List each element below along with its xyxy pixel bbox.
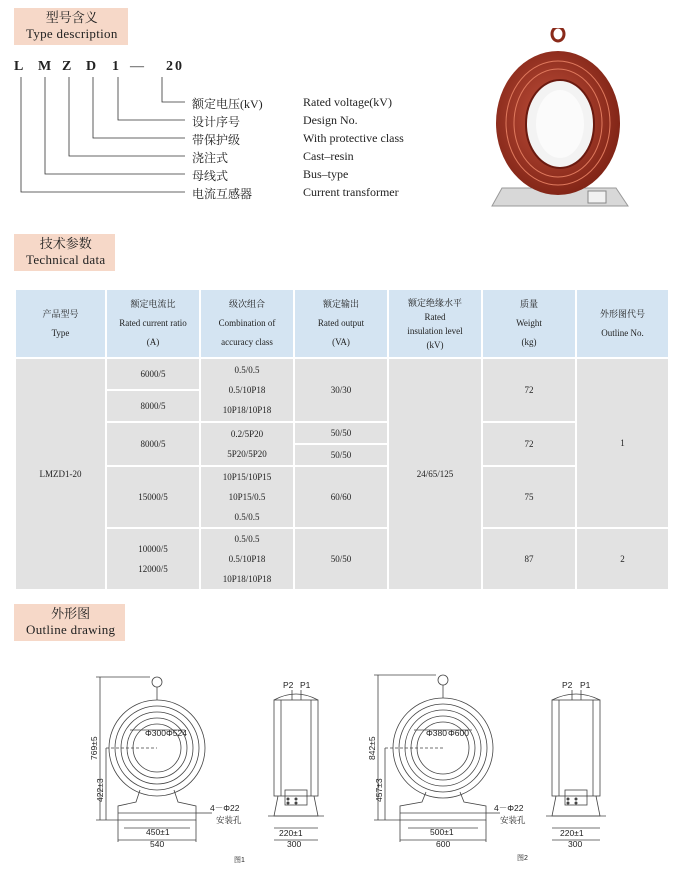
legend-en: Bus–type (303, 167, 349, 181)
code-letter: Z (62, 59, 74, 74)
cell-outline: 2 (577, 529, 668, 589)
fig1-outer-diameter: Φ524 (166, 728, 187, 738)
product-photo (488, 28, 638, 228)
header-type: 产品型号 Type (16, 290, 105, 357)
cell-accuracy: 0.2/5P20 5P20/5P20 (201, 423, 293, 465)
fig2-center-height: 457±3 (374, 778, 384, 802)
header-ratio: 额定电流比 Rated current ratio (A) (107, 290, 199, 357)
table-row (16, 423, 668, 443)
cell-outline: 1 (577, 359, 668, 527)
fig2-caption: 图2 (517, 855, 528, 862)
fig2-side-width: 300 (568, 839, 583, 849)
legend-zh: 电流互感器 (192, 187, 253, 201)
outline-section-title (14, 604, 125, 641)
cell-weight: 72 (483, 423, 575, 465)
cell-output: 50/50 (295, 529, 387, 589)
fig1-side-base: 220±1 (279, 828, 303, 838)
type-title-zh: 型号含义 (45, 10, 98, 25)
fig2-height: 842±5 (367, 736, 377, 760)
fig2-holes-label: 安装孔 (500, 815, 526, 825)
cell-accuracy: 10P15/10P15 10P15/0.5 0.5/0.5 (201, 467, 293, 527)
cell-ratio: 6000/5 (107, 359, 199, 389)
cell-ratio: 8000/5 (107, 423, 199, 465)
fig1-p2: P2 (283, 680, 294, 690)
code-letter: D (86, 59, 99, 74)
cell-weight: 72 (483, 359, 575, 421)
fig2-inner-diameter: Φ380 (426, 728, 447, 738)
fig1-p1: P1 (300, 680, 311, 690)
legend-en: Design No. (303, 113, 358, 127)
cell-output: 50/50 (295, 423, 387, 443)
fig1-center-height: 422±3 (95, 778, 105, 802)
fig1-holes-label: 安装孔 (216, 815, 242, 825)
fig2-holes: 4－Φ22 (494, 803, 524, 813)
outline-title-zh: 外形图 (51, 606, 91, 621)
code-letter: 1 (112, 59, 121, 74)
fig2-p2: P2 (562, 680, 573, 690)
header-output: 额定输出 Rated output (VA) (295, 290, 387, 357)
cell-ratio: 10000/5 12000/5 (107, 529, 199, 589)
fig1-inner-diameter: Φ300 (145, 728, 166, 738)
cell-ratio: 15000/5 (107, 467, 199, 527)
legend-zh: 浇注式 (192, 151, 229, 165)
fig2-p1: P1 (580, 680, 591, 690)
legend-zh: 额定电压(kV) (192, 97, 263, 111)
legend-zh: 母线式 (192, 169, 229, 183)
fig2-side-base: 220±1 (560, 828, 584, 838)
legend-en: With protective class (303, 131, 404, 145)
figure-2 (367, 675, 606, 862)
cell-weight: 87 (483, 529, 575, 589)
outline-drawings (0, 660, 678, 877)
table-row (16, 467, 668, 527)
fig2-base-width: 600 (436, 839, 451, 849)
header-accuracy: 级次组合 Combination of accuracy class (201, 290, 293, 357)
type-title-en: Type description (26, 26, 118, 41)
legend-en: Rated voltage(kV) (303, 95, 392, 109)
cell-insulation: 24/65/125 (389, 359, 481, 589)
technical-data-table (14, 288, 670, 591)
tech-title-zh: 技术参数 (39, 236, 92, 251)
cell-ratio: 8000/5 (107, 391, 199, 421)
tech-title-en: Technical data (26, 252, 106, 267)
legend-en: Cast–resin (303, 149, 354, 163)
cell-accuracy: 0.5/0.5 0.5/10P18 10P18/10P18 (201, 359, 293, 421)
fig1-caption: 图1 (234, 857, 245, 864)
cell-output: 50/50 (295, 445, 387, 465)
type-leader-lines (0, 0, 190, 200)
fig2-base-span: 500±1 (430, 827, 454, 837)
fig1-side-width: 300 (287, 839, 302, 849)
fig1-base-span: 450±1 (146, 827, 170, 837)
cell-output: 60/60 (295, 467, 387, 527)
header-outline: 外形图代号 Outline No. (577, 290, 668, 357)
fig2-outer-diameter: Φ600 (448, 728, 469, 738)
fig1-holes: 4－Φ22 (210, 803, 240, 813)
tech-section-title (14, 234, 115, 271)
legend-zh: 设计序号 (192, 115, 241, 129)
code-letter: M (38, 59, 54, 74)
header-insulation: 额定绝缘水平 Rated insulation level (kV) (389, 290, 481, 357)
code-letter: L (14, 59, 26, 74)
lifting-eye-icon (552, 28, 564, 41)
header-weight: 质量 Weight (kg) (483, 290, 575, 357)
code-dash: — (130, 59, 146, 74)
fig1-base-width: 540 (150, 839, 165, 849)
outline-title-en: Outline drawing (26, 622, 116, 637)
cell-accuracy: 0.5/0.5 0.5/10P18 10P18/10P18 (201, 529, 293, 589)
legend-en: Current transformer (303, 185, 399, 199)
cell-output: 30/30 (295, 359, 387, 421)
cell-type: LMZD1-20 (16, 359, 105, 589)
code-letter: 20 (166, 59, 184, 74)
figure-1 (89, 677, 324, 864)
legend-zh: 带保护级 (192, 133, 241, 147)
cell-weight: 75 (483, 467, 575, 527)
fig1-height: 769±5 (89, 736, 99, 760)
table-header-row (16, 290, 668, 357)
